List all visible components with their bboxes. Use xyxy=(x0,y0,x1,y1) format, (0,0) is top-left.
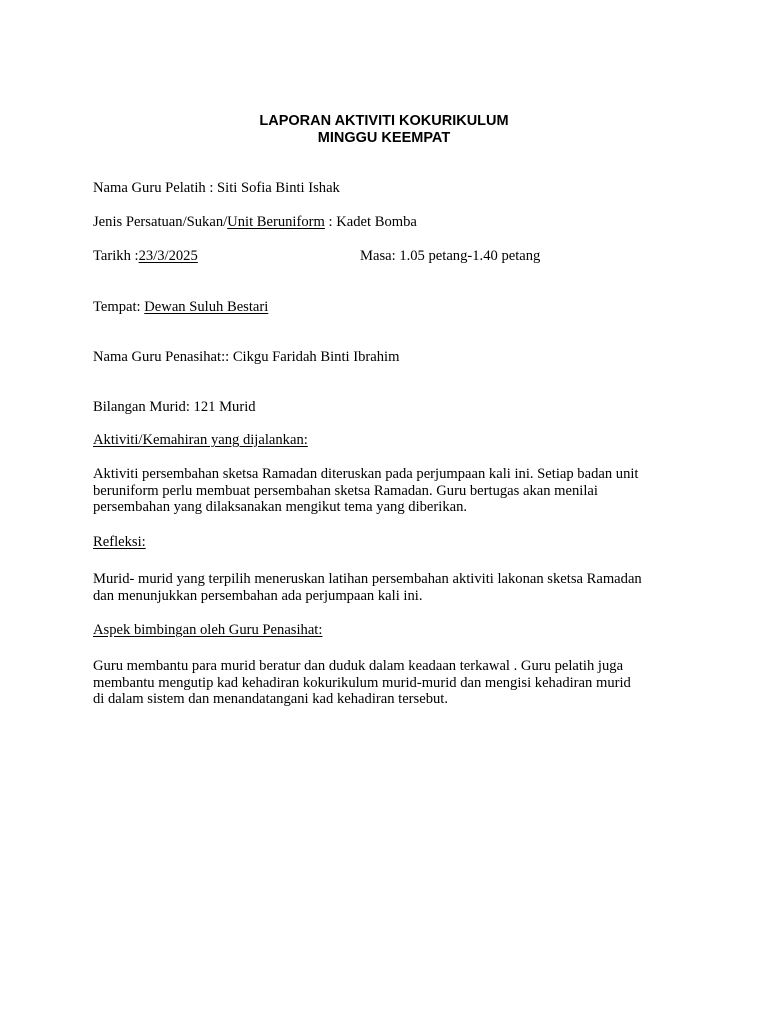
aktiviti-heading: Aktiviti/Kemahiran yang dijalankan: xyxy=(93,432,308,448)
paragraph-line: persembahan yang dilaksanakan mengikut tema yang diberikan. xyxy=(93,499,468,515)
jenis-persatuan-field xyxy=(93,214,417,230)
guru-pelatih-field: Nama Guru Pelatih : Siti Sofia Binti Ishak xyxy=(93,180,340,196)
aktiviti-paragraph xyxy=(93,466,693,516)
tarikh-value: 23/3/2025 xyxy=(138,248,198,264)
guru-penasihat-field: Nama Guru Penasihat:: Cikgu Faridah Binti Ibrahim xyxy=(93,349,400,365)
report-title: LAPORAN AKTIVITI KOKURIKULUM xyxy=(259,113,509,129)
jenis-value: : Kadet Bomba xyxy=(324,214,417,230)
refleksi-heading: Refleksi: xyxy=(93,534,146,550)
bilangan-murid-field: Bilangan Murid: 121 Murid xyxy=(93,399,256,415)
tempat-label: Tempat: xyxy=(93,299,145,315)
tarikh-field xyxy=(93,248,198,264)
paragraph-line: Guru membantu para murid beratur dan duduk dalam keadaan terkawal . Guru pelatih juga xyxy=(93,658,624,674)
paragraph-line: dan menunjukkan persembahan ada perjumpaan kali ini. xyxy=(93,587,423,604)
refleksi-paragraph xyxy=(93,571,693,604)
aspek-heading: Aspek bimbingan oleh Guru Penasihat: xyxy=(93,622,323,638)
paragraph-line: di dalam sistem dan menandatangani kad kehadiran tersebut. xyxy=(93,691,448,707)
paragraph-line: beruniform perlu membuat persembahan sketsa Ramadan. Guru bertugas akan menilai xyxy=(93,482,598,499)
tempat-field xyxy=(93,299,268,315)
report-subtitle: MINGGU KEEMPAT xyxy=(317,130,451,146)
jenis-unit-beruniform: Unit Beruniform xyxy=(227,214,325,230)
paragraph-line: membantu mengutip kad kehadiran kokurikulum murid-murid dan mengisi kehadiran murid xyxy=(93,674,631,691)
paragraph-line: Aktiviti persembahan sketsa Ramadan diteruskan pada perjumpaan kali ini. Setiap badan unit xyxy=(93,466,639,482)
paragraph-line: Murid- murid yang terpilih meneruskan latihan persembahan aktiviti lakonan sketsa Ramadan xyxy=(93,571,642,587)
tarikh-label: Tarikh : xyxy=(93,248,139,264)
jenis-label: Jenis Persatuan/Sukan/ xyxy=(93,214,228,230)
tempat-value: Dewan Suluh Bestari xyxy=(144,299,269,315)
masa-field: Masa: 1.05 petang-1.40 petang xyxy=(360,248,541,264)
aspek-paragraph xyxy=(93,658,693,708)
